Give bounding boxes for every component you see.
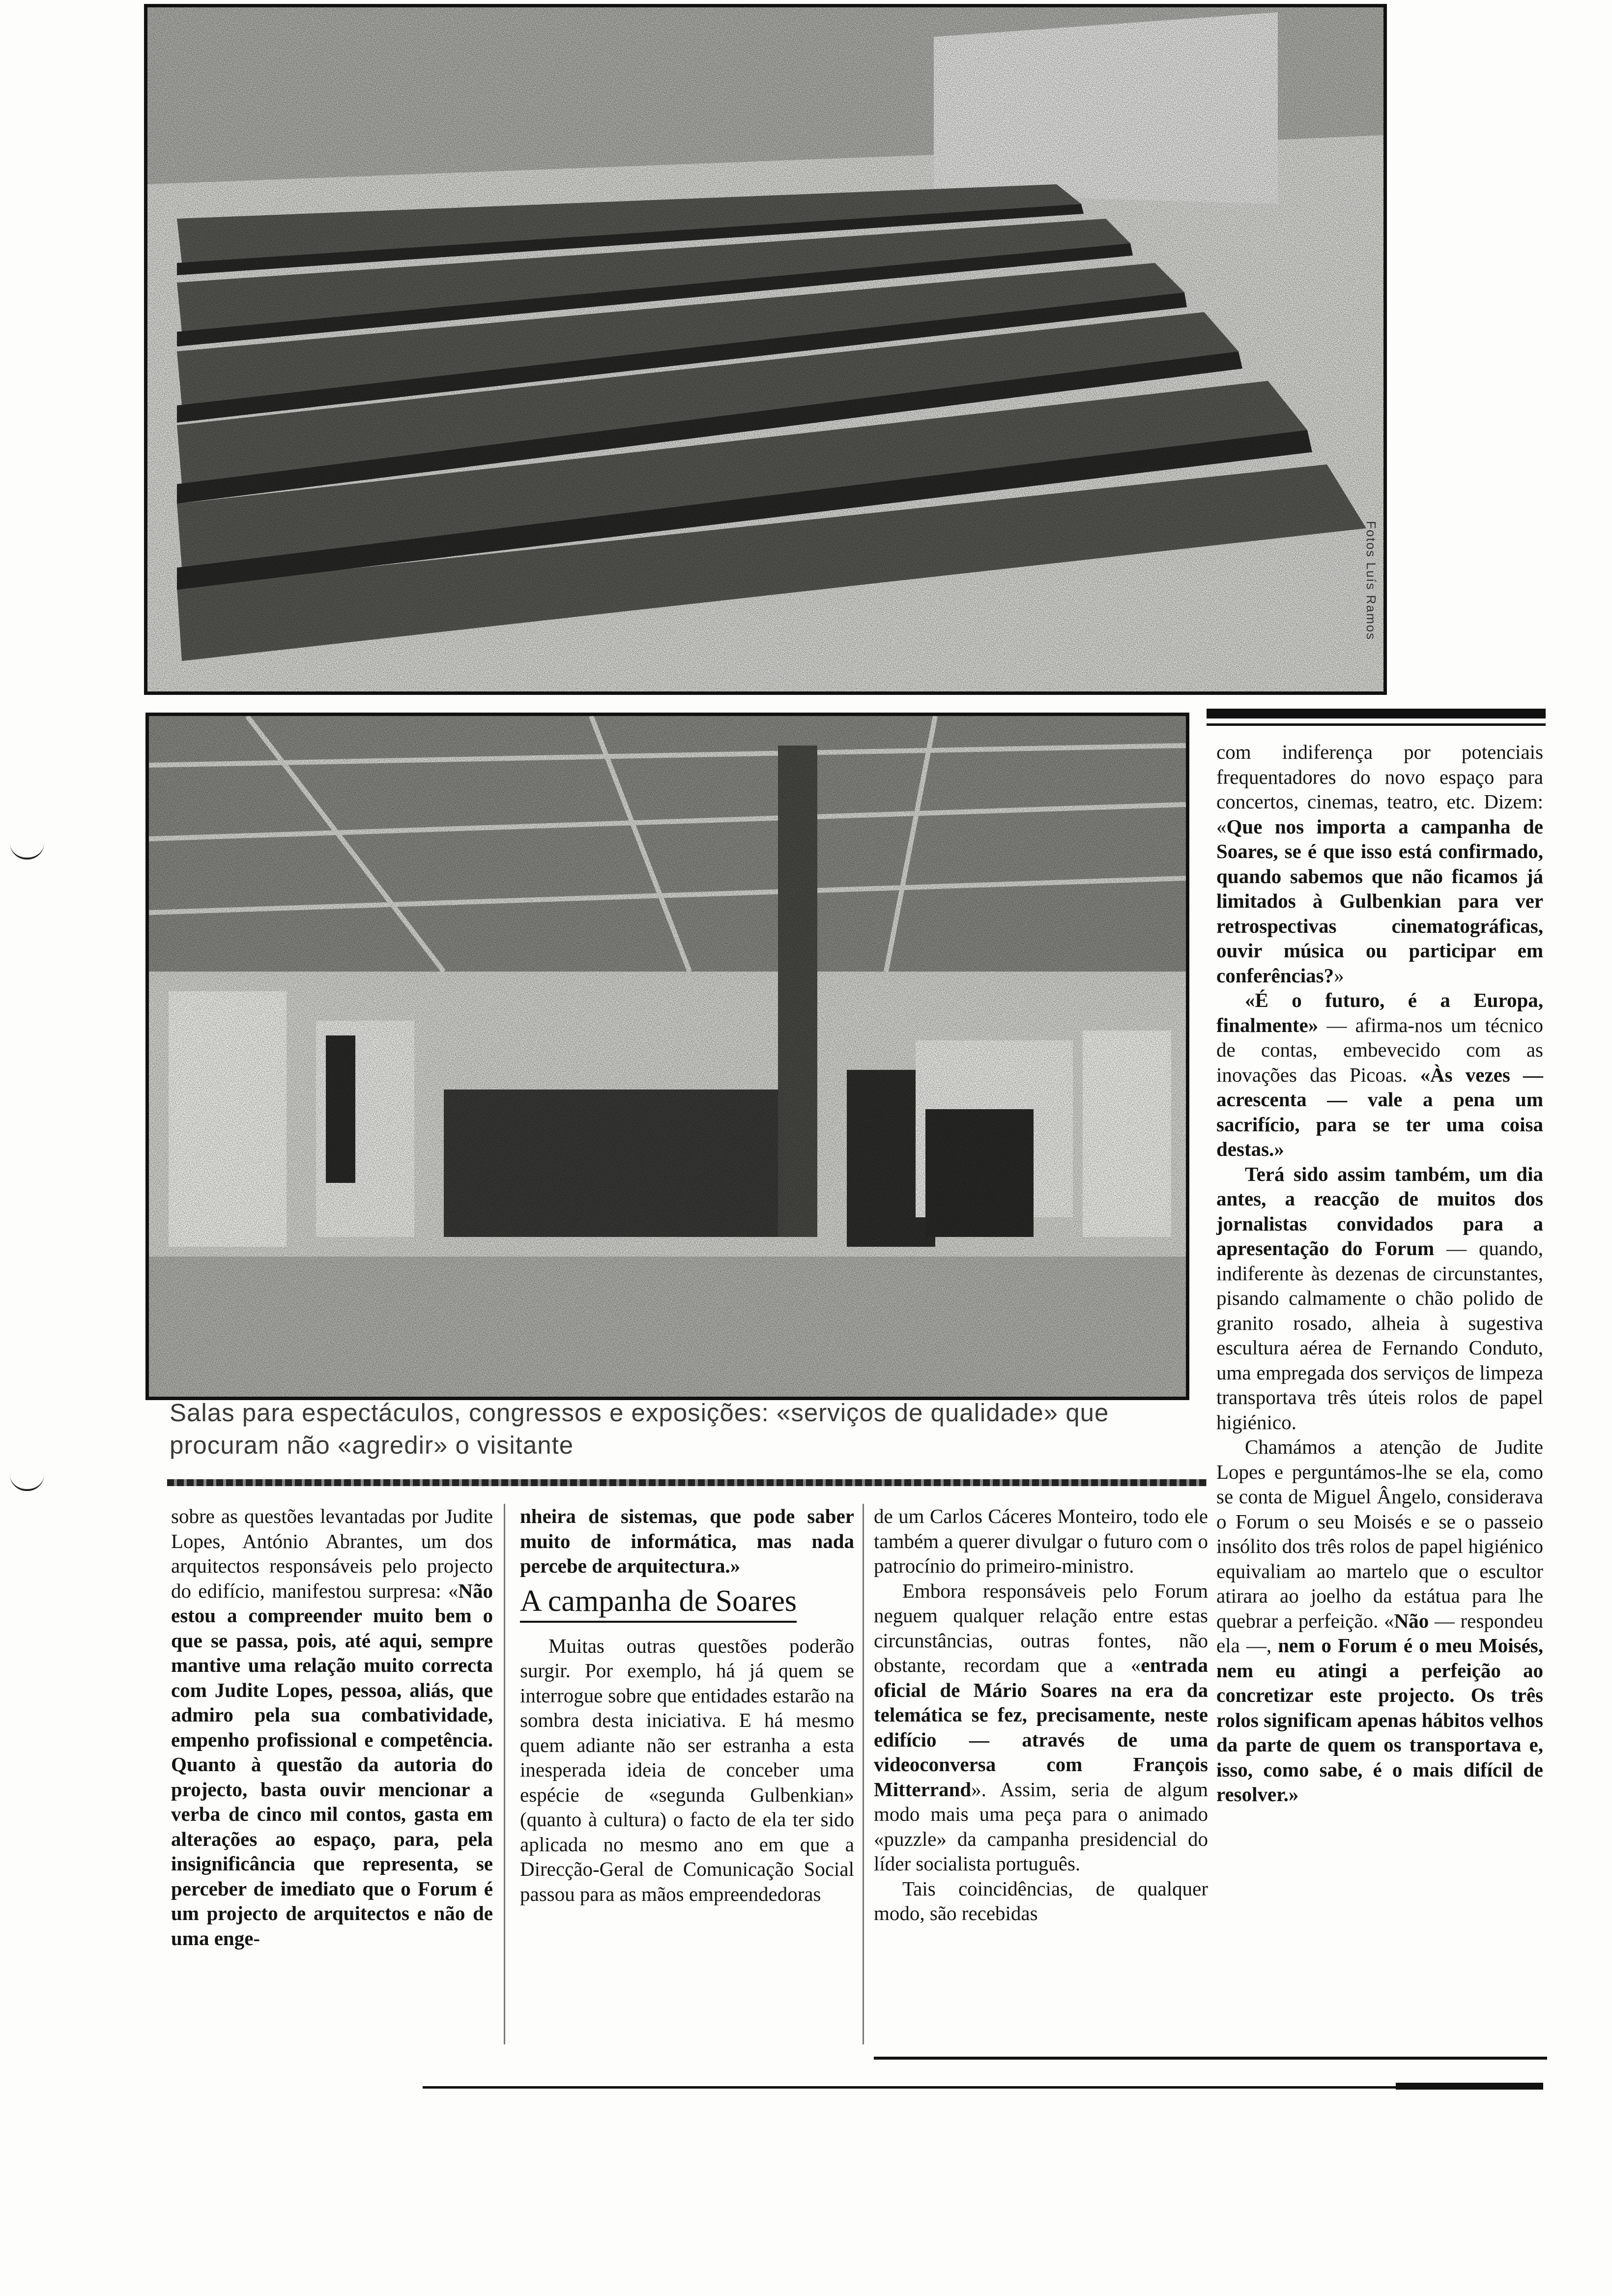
article-column-3 [874, 1504, 1208, 1926]
col4-bold-3: Terá sido assim também, um dia antes, a reacção de muitos dos jornalistas convidados para a apresentação do Forum [1216, 1162, 1543, 1260]
col3-text-b: ». Assim, seria de algum modo mais uma peça para o animado «puzzle» da campanha presidencial do líder socialista português. [874, 1778, 1208, 1875]
col2-quote: nheira de sistemas, que pode saber muito de informática, mas nada percebe de arquitectura.» [520, 1505, 854, 1577]
col3-paragraph-1: de um Carlos Cáceres Monteiro, todo ele também a querer divulgar o futuro com o patrocínio do primeiro-ministro. [874, 1505, 1208, 1577]
col4-text-f: — respondeu ela —, [1216, 1609, 1544, 1657]
crop-mark-upper [10, 843, 44, 860]
auditorium-photo [144, 4, 1387, 695]
column-divider-2 [863, 1504, 864, 2044]
article-column-1 [171, 1504, 493, 1951]
section-heading: A campanha de Soares [520, 1585, 797, 1623]
column-rule-top [1207, 709, 1546, 718]
column-rule-top-thin [1207, 723, 1546, 726]
article-column-4 [1216, 740, 1543, 1807]
col2-paragraph: Muitas outras questões poderão surgir. Por exemplo, há já quem se interrogue sobre que entidades estarão na sombra desta iniciativa. E há mesmo quem adiante não ser estranha a esta inesperada ideia de conceber uma espécie de «segunda Gulbenkian» (quanto à cultura) o facto de ela ter sido aplicada no mesmo ano em que a Direcção-Geral de Comunicação Social passou para as mãos empreendedoras [520, 1634, 854, 1905]
col3-text-a: Embora responsáveis pelo Forum neguem qualquer relação entre estas circunstâncias, outras fontes, não obstante, recordam que a « [874, 1579, 1208, 1676]
col1-text: sobre as questões levantadas por Judite Lopes, António Abrantes, um dos arquitectos responsáveis pelo projecto do edifício, manifestou surpresa: « [171, 1505, 493, 1602]
col4-bold-5: nem o Forum é o meu Moisés, nem eu atingi a perfeição ao concretizar este projecto. Os três rolos significam apenas hábitos velhos da parte de quem os transportava e, isso, como sabe, é o mais difícil de resolver.» [1216, 1634, 1543, 1806]
col4-text-e: Chamámos a atenção de Judite Lopes e perguntámos-lhe se ela, como se conta de Miguel Ângelo, considerava o Forum o seu Moisés e se o passeio insólito dos três rolos de papel higiénico equivaliam ao martelo que o escultor atirara ao joelho da estátua para lhe quebrar a perfeição. « [1216, 1435, 1543, 1632]
col3-bold: entrada oficial de Mário Soares na era da telemática se fez, precisamente, neste edifício — através de uma videoconversa com François Mitterrand [874, 1654, 1208, 1801]
col4-quote: Que nos importa a campanha de Soares, se é que isso está confirmado, quando sabemos que não ficamos já limitados à Gulbenkian para ver retrospectivas cinematográficas, ouvir música ou participar em conferências? [1216, 815, 1543, 987]
crop-mark-lower [10, 1474, 44, 1491]
col4-text-d: — quando, indiferente às dezenas de circunstantes, pisando calmamente o chão polido de granito rosado, alheia à sugestiva escultura aérea de Fernando Conduto, uma empregada dos serviços de limpeza transportava três úteis rolos de papel higiénico. [1216, 1237, 1543, 1434]
bottom-rule-end [1396, 2083, 1543, 2090]
col4-text-c: — afirma-nos um técnico de contas, embevecido com as inovações das Picoas. [1216, 1013, 1543, 1086]
col4-text-b: » [1334, 964, 1344, 987]
caption-band [167, 1479, 1207, 1486]
bottom-rule-long [423, 2086, 1410, 2089]
col4-bold-4: Não [1394, 1609, 1429, 1632]
bottom-rule-right [874, 2057, 1547, 2060]
col4-bold-1: «É o futuro, é a Europa, finalmente» [1216, 989, 1543, 1036]
col4-bold-2: «Às vezes — acrescenta — vale a pena um sacrifício, para se ter uma coisa destas.» [1216, 1063, 1543, 1160]
photo-credit: Fotos Luís Ramos [1364, 521, 1379, 640]
col3-paragraph-3: Tais coincidências, de qualquer modo, são recebidas [874, 1877, 1208, 1924]
column-divider-1 [504, 1504, 505, 2044]
col4-text-a: com indiferença por potenciais frequentadores do novo espaço para concertos, cinemas, teatro, etc. Dizem: « [1216, 741, 1543, 838]
exhibition-hall-photo [145, 713, 1189, 1400]
col1-quote: Não estou a compreender muito bem o que se passa, pois, até aqui, sempre mantive uma relação muito correcta com Judite Lopes, pessoa, aliás, que admiro pela sua combatividade, empenho profissional e competência. Quanto à questão da autoria do projecto, basta ouvir mencionar a verba de cinco mil contos, gasta em alterações ao espaço, para, pela insignificância que representa, se perceber de imediato que o Forum é um projecto de arquitectos e não de uma enge- [171, 1579, 493, 1950]
article-column-2 [520, 1504, 854, 1906]
photo-caption: Salas para espectáculos, congressos e exposições: «serviços de qualidade» que procuram não «agredir» o visitante [170, 1399, 1109, 1459]
